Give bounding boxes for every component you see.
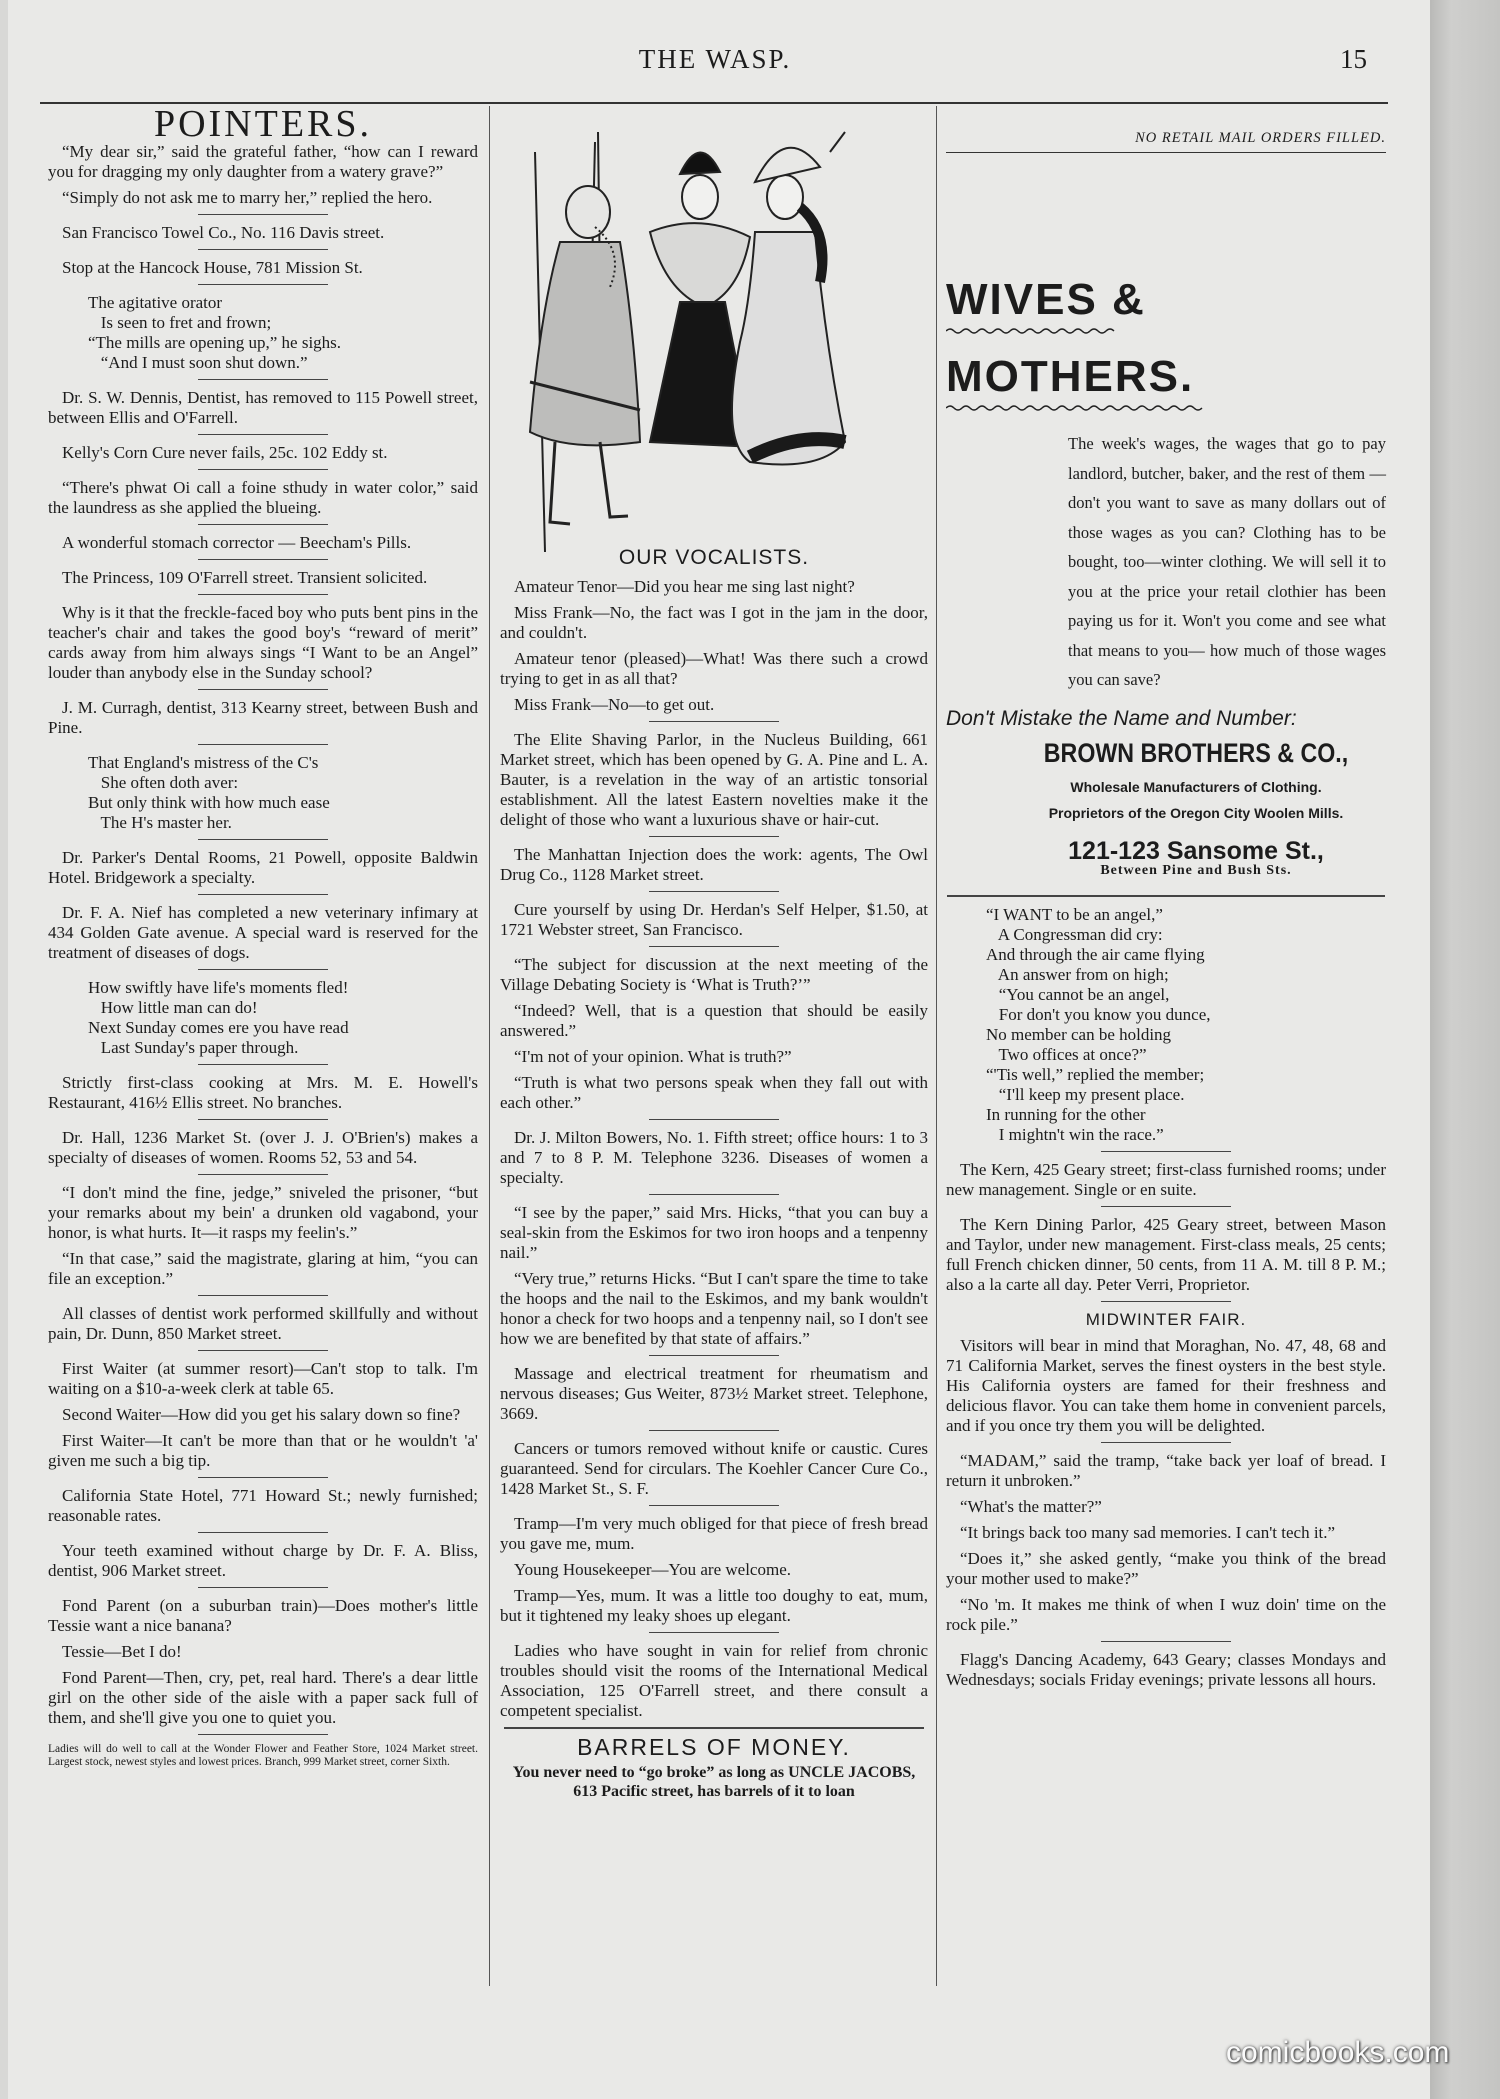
paragraph: The Kern Dining Parlor, 425 Geary street, between Mason and Taylor, under new management. First-class meals, 25 cents; full French chicken dinner, 50 cents, from 11 A. M. till 8 P. M.; also a la carte all day. Peter Verri, Proprietor. xyxy=(946,1214,1386,1294)
firm-address-sub: Between Pine and Bush Sts. xyxy=(1100,862,1292,878)
verse-line: “And I must soon shut down.” xyxy=(88,353,308,372)
separator-rule xyxy=(649,721,779,722)
paragraph: “Truth is what two persons speak when they fall out with each other.” xyxy=(500,1073,928,1112)
verse-line: But only think with how much ease xyxy=(88,793,330,812)
paragraph: Kelly's Corn Cure never fails, 25c. 102 Eddy st. xyxy=(62,443,388,462)
column-middle xyxy=(500,112,928,1801)
lady-two-head xyxy=(767,175,803,219)
verse-line: “'Tis well,” replied the member; xyxy=(986,1064,1205,1084)
verse-line: Next Sunday comes ere you have read xyxy=(88,1018,349,1037)
verse-line: Is seen to fret and frown; xyxy=(88,313,272,332)
vocalists-illustration xyxy=(500,112,928,572)
lady-one-hat xyxy=(680,152,720,174)
separator-rule xyxy=(198,744,328,745)
verse-line: No member can be holding xyxy=(986,1024,1172,1044)
paragraph: First Waiter—It can't be more than that or he wouldn't 'a' given me such a big tip. xyxy=(48,1431,478,1470)
paragraph: “MADAM,” said the tramp, “take back yer loaf of bread. I return it unbroken.” xyxy=(946,1450,1386,1490)
paragraph: Miss Frank—No, the fact was I got in the jam in the door, and couldn't. xyxy=(500,603,928,642)
middle-items xyxy=(500,577,928,1721)
paragraph: “Very true,” returns Hicks. “But I can't spare the time to take the hoops and the nail to the Eskimos, and my bank wouldn't honor a check for two hoops and a tenpenny nail, so I don't see how we are benefited by that state of affairs.” xyxy=(500,1269,928,1348)
paragraph: Stop at the Hancock House, 781 Mission St. xyxy=(62,258,363,277)
page-edge xyxy=(1430,0,1500,2099)
mail-orders-notice: NO RETAIL MAIL ORDERS FILLED. xyxy=(946,128,1386,153)
separator-rule xyxy=(198,284,328,285)
separator-rule xyxy=(198,1734,328,1735)
separator-rule xyxy=(649,1355,779,1356)
wives-mothers-ad xyxy=(946,275,1386,881)
paragraph: Miss Frank—No—to get out. xyxy=(514,695,715,714)
paragraph: Why is it that the freckle-faced boy who puts bent pins in the teacher's chair and takes the good boy's “reward of merit” cards away from him always sings “I Want to be an Angel” louder than anybody else in the Sunday school? xyxy=(48,603,478,682)
firm-subtitle-2: Proprietors of the Oregon City Woolen Mills. xyxy=(1048,804,1344,821)
separator-rule xyxy=(198,1532,328,1533)
ad-title-mothers: MOTHERS. xyxy=(946,352,1195,401)
separator-rule xyxy=(198,434,328,435)
paragraph: “Indeed? Well, that is a question that should be easily answered.” xyxy=(500,1001,928,1040)
separator-rule xyxy=(198,469,328,470)
separator-rule xyxy=(198,524,328,525)
paragraph: Massage and electrical treatment for rheumatism and nervous diseases; Gus Weiter, 873½ Market street. Telephone, 3669. xyxy=(500,1364,928,1423)
separator-rule xyxy=(649,836,779,837)
paragraph: Young Housekeeper—You are welcome. xyxy=(514,1560,791,1579)
paragraph: Tramp—Yes, mum. It was a little too doughy to eat, mum, but it tightened my leaky shoes up elegant. xyxy=(500,1586,928,1625)
separator-rule xyxy=(198,1477,328,1478)
firm-name: BROWN BROTHERS & CO., xyxy=(1043,737,1349,768)
paragraph: Tessie—Bet I do! xyxy=(62,1642,182,1661)
paragraph: “No 'm. It makes me think of when I wuz doin' time on the rock pile.” xyxy=(946,1594,1386,1634)
verse-line: How little man can do! xyxy=(88,998,258,1017)
paragraph: J. M. Curragh, dentist, 313 Kearny street, between Bush and Pine. xyxy=(48,698,478,737)
ad-bottom-rule xyxy=(947,895,1385,897)
verse-line: The H's master her. xyxy=(88,813,232,832)
verse-line: I mightn't win the race.” xyxy=(986,1124,1164,1144)
verse-line: How swiftly have life's moments fled! xyxy=(88,978,349,997)
separator-rule xyxy=(1101,1442,1231,1443)
paragraph: Strictly first-class cooking at Mrs. M. E. Howell's Restaurant, 416½ Ellis street. No branches. xyxy=(48,1073,478,1112)
barrels-text: You never need to “go broke” as long as UNCLE JACOBS, 613 Pacific street, has barrels of it to loan xyxy=(512,1764,916,1800)
paragraph: Cancers or tumors removed without knife or caustic. Cures guaranteed. Send for circulars. The Koehler Cancer Cure Co., 1428 Market St., S. F. xyxy=(500,1439,928,1498)
small-notice: Ladies will do well to call at the Wonder Flower and Feather Store, 1024 Market street. Largest stock, newest styles and lowest prices. Branch, 999 Market street, corner Sixth. xyxy=(48,1743,478,1768)
paragraph: Dr. Hall, 1236 Market St. (over J. J. O'Brien's) makes a specialty of diseases of women. Rooms 52, 53 and 54. xyxy=(48,1128,478,1167)
paragraph: “I see by the paper,” said Mrs. Hicks, “that you can buy a seal-skin from the Eskimos for two iron hoops and a tenpenny nail.” xyxy=(500,1203,928,1262)
paragraph: “I don't mind the fine, jedge,” sniveled the prisoner, “but your remarks about my bein' a drunken old vagabond, your honor, is what hurts. It—it rasps my feelin's.” xyxy=(48,1183,478,1242)
paragraph: The Princess, 109 O'Farrell street. Transient solicited. xyxy=(62,568,428,587)
page-number: 15 xyxy=(1340,44,1367,74)
separator-rule xyxy=(198,249,328,250)
paragraph: Ladies who have sought in vain for relief from chronic troubles should visit the rooms of the International Medical Association, 125 O'Farrell street, and there consult a competent specialist. xyxy=(500,1641,928,1720)
separator-rule xyxy=(649,1194,779,1195)
paragraph: Dr. S. W. Dennis, Dentist, has removed to 115 Powell street, between Ellis and O'Farrell. xyxy=(48,388,478,427)
verse-line: For don't you know you dunce, xyxy=(986,1004,1211,1024)
paragraph: “It brings back too many sad memories. I can't tech it.” xyxy=(960,1522,1336,1542)
ad-title-wives: WIVES & xyxy=(946,275,1146,324)
separator-rule xyxy=(198,214,328,215)
separator-rule xyxy=(649,1119,779,1120)
paragraph: Amateur tenor (pleased)—What! Was there such a crowd trying to get in as all that? xyxy=(500,649,928,688)
right-items xyxy=(946,905,1386,1690)
ad-firm-block xyxy=(1006,737,1386,881)
wavy-rule-icon xyxy=(946,404,1206,412)
paragraph: The Manhattan Injection does the work: agents, The Owl Drug Co., 1128 Market street. xyxy=(500,845,928,884)
paragraph: Cure yourself by using Dr. Herdan's Self Helper, $1.50, at 1721 Webster street, San Francisco. xyxy=(500,900,928,939)
lady-one-head xyxy=(682,175,718,219)
paragraph: The Kern, 425 Geary street; first-class furnished rooms; under new management. Single or en suite. xyxy=(946,1159,1386,1199)
verse-line: “I'll keep my present place. xyxy=(986,1084,1185,1104)
verse-line: “The mills are opening up,” he sighs. xyxy=(88,333,342,352)
paragraph: Dr. F. A. Nief has completed a new veterinary infimary at 434 Golden Gate avenue. A special ward is reserved for the treatment of diseases of dogs. xyxy=(48,903,478,962)
separator-rule xyxy=(198,1350,328,1351)
verse-line: Last Sunday's paper through. xyxy=(88,1038,299,1057)
paragraph: Fond Parent (on a suburban train)—Does mother's little Tessie want a nice banana? xyxy=(48,1596,478,1635)
separator-rule xyxy=(198,594,328,595)
lady-two-dress xyxy=(732,232,845,465)
paragraph: Flagg's Dancing Academy, 643 Geary; classes Mondays and Wednesdays; socials Friday evenings; private lessons all hours. xyxy=(946,1649,1386,1689)
paragraph: All classes of dentist work performed skillfully and without pain, Dr. Dunn, 850 Market street. xyxy=(48,1304,478,1343)
column-divider-2 xyxy=(936,106,937,1986)
paragraph: Fond Parent—Then, cry, pet, real hard. There's a dear little girl on the other side of the aisle with a paper sack full of them, and she'll give you one to quiet you. xyxy=(48,1668,478,1727)
verse-line: The agitative orator xyxy=(88,293,223,312)
separator-rule xyxy=(649,891,779,892)
separator-rule xyxy=(198,1174,328,1175)
verse-line: A Congressman did cry: xyxy=(986,924,1163,944)
separator-rule xyxy=(198,1119,328,1120)
column-right xyxy=(946,128,1386,1696)
barrels-title: BARRELS OF MONEY. xyxy=(577,1734,851,1760)
verse-line: In running for the other xyxy=(986,1104,1146,1124)
paragraph: “My dear sir,” said the grateful father, “how can I reward you for dragging my only daughter from a watery grave?” xyxy=(48,142,478,181)
paragraph: The Elite Shaving Parlor, in the Nucleus Building, 661 Market street, which has been opened by G. A. Pine and L. A. Bauter, is a revelation in the way of an artistic tonsorial establishment. All the latest Eastern novelties make it the delight of those who want a luxurious shave or hair-cut. xyxy=(500,730,928,829)
masthead-title: THE WASP. xyxy=(638,44,792,74)
separator-rule xyxy=(649,1430,779,1431)
paragraph: “Simply do not ask me to marry her,” replied the hero. xyxy=(62,188,433,207)
paragraph: “The subject for discussion at the next meeting of the Village Debating Society is ‘What is Truth?’” xyxy=(500,955,928,994)
ad-body: The week's wages, the wages that go to pay landlord, butcher, baker, and the rest of them — don't you want to save as many dollars out of those wages as you can? Clothing has to be bought, too—winter clothing. We will sell it to you at the price your retail clothier has been paying us for it. Won't you come and see what that means to you— how much of those wages you can save? xyxy=(1068,434,1386,689)
verse-line: An answer from on high; xyxy=(986,964,1169,984)
separator-rule xyxy=(198,1587,328,1588)
verse xyxy=(48,293,478,373)
firm-subtitle-1: Wholesale Manufacturers of Clothing. xyxy=(1070,778,1322,795)
separator-rule xyxy=(1101,1641,1231,1642)
paragraph: “In that case,” said the magistrate, glaring at him, “you can file an exception.” xyxy=(48,1249,478,1288)
paragraph: Dr. J. Milton Bowers, No. 1. Fifth street; office hours: 1 to 3 and 7 to 8 P. M. Telephone 3236. Diseases of women a specialty. xyxy=(500,1128,928,1187)
ad-mistake: Don't Mistake the Name and Number: xyxy=(946,706,1297,730)
firm-address: 121-123 Sansome St., xyxy=(1068,836,1324,865)
separator-rule xyxy=(198,894,328,895)
paragraph: San Francisco Towel Co., No. 116 Davis street. xyxy=(62,223,385,242)
paragraph: A wonderful stomach corrector — Beecham's Pills. xyxy=(62,533,412,552)
paragraph: First Waiter (at summer resort)—Can't stop to talk. I'm waiting on a $10-a-week clerk at table 65. xyxy=(48,1359,478,1398)
paragraph: Second Waiter—How did you get his salary down so fine? xyxy=(62,1405,461,1424)
separator-rule xyxy=(198,689,328,690)
column-pointers xyxy=(48,103,478,1775)
paragraph: Dr. Parker's Dental Rooms, 21 Powell, opposite Baldwin Hotel. Bridgework a specialty. xyxy=(48,848,478,887)
separator-rule xyxy=(1101,1301,1231,1302)
column-divider-1 xyxy=(489,106,490,1986)
verse-line: And through the air came flying xyxy=(986,944,1205,964)
section-title: MIDWINTER FAIR. xyxy=(1085,1309,1247,1329)
verse xyxy=(946,905,1386,1145)
paragraph: Tramp—I'm very much obliged for that piece of fresh bread you gave me, mum. xyxy=(500,1514,928,1553)
verse-line: Two offices at once?” xyxy=(986,1044,1147,1064)
separator-rule xyxy=(198,1295,328,1296)
verse-line: That England's mistress of the C's xyxy=(88,753,319,772)
old-man-head xyxy=(566,186,610,238)
separator-rule xyxy=(198,969,328,970)
verse xyxy=(48,753,478,833)
barrels-rule xyxy=(504,1727,924,1729)
paragraph: “What's the matter?” xyxy=(960,1496,1102,1516)
separator-rule xyxy=(198,1064,328,1065)
paragraph: Amateur Tenor—Did you hear me sing last night? xyxy=(514,577,855,596)
separator-rule xyxy=(198,559,328,560)
old-man-coat xyxy=(530,242,640,445)
wavy-rule-icon xyxy=(946,327,1116,335)
verse-line: She often doth aver: xyxy=(88,773,239,792)
paragraph: “I'm not of your opinion. What is truth?” xyxy=(514,1047,792,1066)
separator-rule xyxy=(1101,1151,1231,1152)
separator-rule xyxy=(198,379,328,380)
illustration-caption: OUR VOCALISTS. xyxy=(618,546,810,569)
watermark: comicbooks.com xyxy=(1226,2036,1450,2069)
verse xyxy=(48,978,478,1058)
pointers-title: POINTERS. xyxy=(153,103,373,145)
separator-rule xyxy=(198,839,328,840)
paragraph: Your teeth examined without charge by Dr. F. A. Bliss, dentist, 906 Market street. xyxy=(48,1541,478,1580)
separator-rule xyxy=(649,1632,779,1633)
paragraph: “Does it,” she asked gently, “make you think of the bread your mother used to make?” xyxy=(946,1548,1386,1588)
separator-rule xyxy=(1101,1206,1231,1207)
separator-rule xyxy=(649,1505,779,1506)
pointers-items xyxy=(48,142,478,1769)
verse-line: “I WANT to be an angel,” xyxy=(986,904,1163,924)
paragraph: “There's phwat Oi call a foine sthudy in water color,” said the laundress as she applied the blueing. xyxy=(48,478,478,517)
paragraph: California State Hotel, 771 Howard St.; newly furnished; reasonable rates. xyxy=(48,1486,478,1525)
paragraph: Visitors will bear in mind that Moraghan, No. 47, 48, 68 and 71 California Market, serves the finest oysters in the best style. His California oysters are famed for their freshness and delicious flavor. You can take them home in convenient parcels, and if you once try them you will be delighted. xyxy=(946,1335,1386,1435)
separator-rule xyxy=(649,946,779,947)
verse-line: “You cannot be an angel, xyxy=(986,984,1170,1004)
lady-one-cape xyxy=(650,223,750,307)
